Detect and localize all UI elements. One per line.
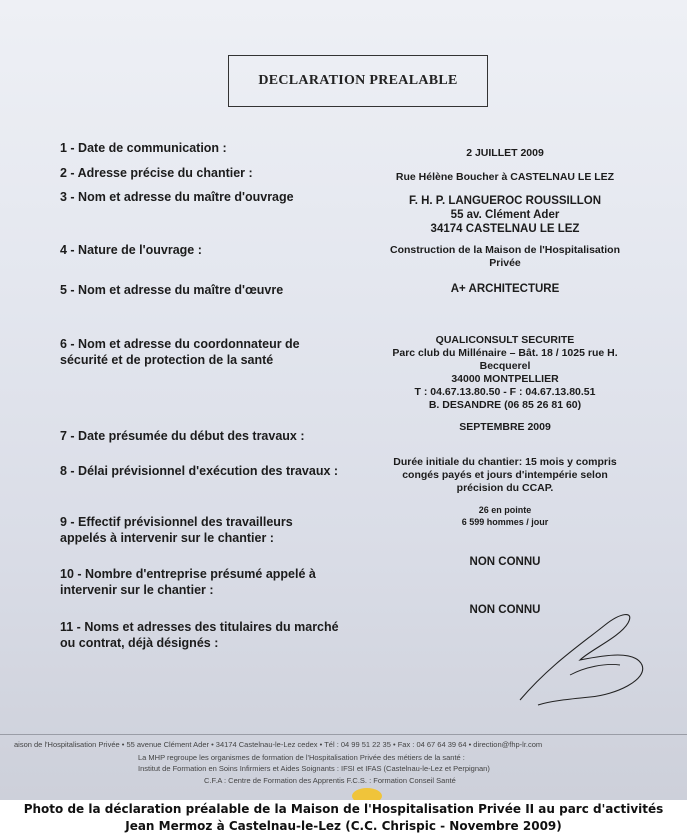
label-date-debut [60,428,350,444]
label-line: sécurité et de protection de la santé [60,353,274,367]
label-effectif [60,514,350,546]
footer-divider [0,734,687,735]
footer-organisations: La MHP regroupe les organismes de formation de l'Hospitalisation Privée des métiers de la santé : [138,753,465,762]
value-line: A+ ARCHITECTURE [450,283,560,295]
label-line: 11 - Noms et adresses des titulaires du marché [60,620,339,634]
value-line: F. H. P. LANGUEROC ROUSSILLON [408,195,602,207]
value-delai [370,456,640,495]
label-line: 9 - Effectif prévisionnel des travailleurs [60,515,293,529]
label-line: 3 - Nom et adresse du maître d'ouvrage [60,190,294,204]
label-maitre-oeuvre [60,282,350,298]
label-line: 4 - Nature de l'ouvrage : [60,243,202,257]
value-line: NON CONNU [469,604,541,616]
value-line: 55 av. Clément Ader [450,209,560,221]
label-line: appelés à intervenir sur le chantier : [60,531,274,545]
footer-ifsi: Institut de Formation en Soins Infirmiers et Aides Soignants : IFSI et IFAS (Castelnau-le-Lez et Perpignan) [138,764,490,773]
label-nature-ouvrage [60,242,350,258]
value-date-debut [370,421,640,434]
label-line: intervenir sur le chantier : [60,583,214,597]
value-line: Construction de la Maison de l'Hospitalisation [389,244,621,256]
label-coordonnateur [60,336,350,368]
footer-cfa: C.F.A : Centre de Formation des Apprentis F.C.S. : Formation Conseil Santé [204,776,456,785]
label-delai [60,463,350,479]
value-line: 2 JUILLET 2009 [466,147,544,159]
value-line: SEPTEMBRE 2009 [459,421,551,433]
value-date-communication [370,147,640,160]
label-line: 5 - Nom et adresse du maître d'œuvre [60,283,284,297]
value-line: 26 en pointe [478,505,532,515]
value-line: Durée initiale du chantier: 15 mois y compris [393,456,617,468]
value-line: Rue Hélène Boucher à CASTELNAU LE LEZ [395,171,615,183]
value-line: QUALICONSULT SECURITE [435,334,575,346]
value-line: Becquerel [479,360,531,372]
document-title: DECLARATION PREALABLE [258,73,458,88]
value-line: B. DESANDRE (06 85 26 81 60) [428,399,582,411]
label-line: 1 - Date de communication : [60,141,227,155]
value-nature-ouvrage [370,244,640,270]
photo-caption [0,801,687,835]
label-line: 8 - Délai prévisionnel d'exécution des travaux : [60,464,339,478]
label-line: 6 - Nom et adresse du coordonnateur de [60,337,300,351]
value-maitre-oeuvre [370,282,640,296]
value-line: 34000 MONTPELLIER [451,373,559,385]
label-date-communication [60,140,350,156]
value-line: Privée [489,257,521,269]
title-box [228,55,488,107]
value-maitre-ouvrage [370,194,640,236]
label-line: 10 - Nombre d'entreprise présumé appelé à [60,567,316,581]
value-nombre-entreprises [370,555,640,569]
value-line: Parc club du Millénaire – Bât. 18 / 1025 rue H. [392,347,618,359]
label-titulaires [60,619,350,651]
label-line: 2 - Adresse précise du chantier : [60,166,253,180]
value-effectif [370,504,640,528]
value-adresse-chantier [370,171,640,184]
value-coordonnateur [370,334,640,412]
yellow-sticker [352,788,382,800]
label-maitre-ouvrage [60,189,350,205]
value-line: précision du CCAP. [456,482,554,494]
caption-line-1: Photo de la déclaration préalable de la Maison de l'Hospitalisation Privée II au parc d'activités [23,802,664,816]
value-line: NON CONNU [469,556,541,568]
label-nombre-entreprises [60,566,350,598]
label-adresse-chantier [60,165,350,181]
value-line: 34174 CASTELNAU LE LEZ [430,223,580,235]
value-line: 6 599 hommes / jour [461,517,549,527]
footer-address: aison de l'Hospitalisation Privée • 55 avenue Clément Ader • 34174 Castelnau-le-Lez cedex • Tél : 04 99 51 22 35 • Fax : 04 67 64 39 64 • direction@fhp-lr.com [14,740,543,749]
label-line: ou contrat, déjà désignés : [60,636,219,650]
label-line: 7 - Date présumée du début des travaux : [60,429,305,443]
caption-line-2: Jean Mermoz à Castelnau-le-Lez (C.C. Chrispic - Novembre 2009) [125,819,562,833]
value-line: congés payés et jours d'intempérie selon [402,469,608,481]
value-line: T : 04.67.13.80.50 - F : 04.67.13.80.51 [414,386,596,398]
signature-image [510,605,650,715]
